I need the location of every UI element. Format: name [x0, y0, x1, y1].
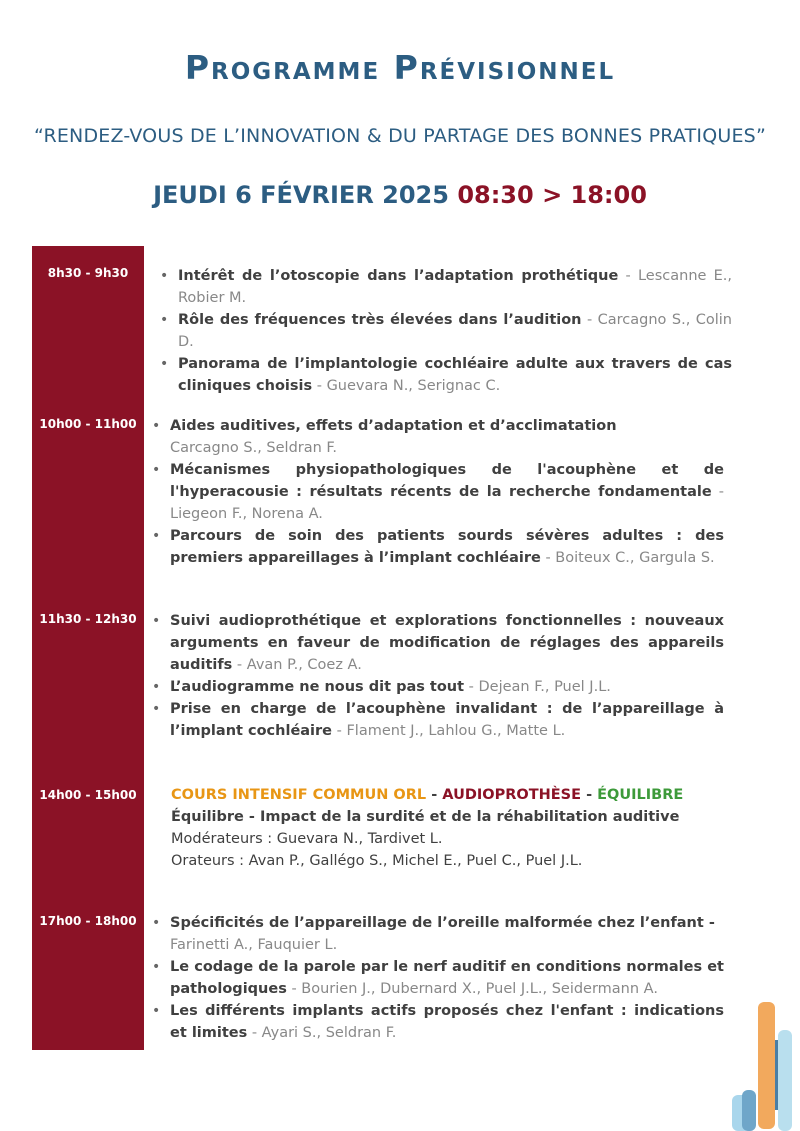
session-time: 17h00 - 18h00	[39, 914, 137, 928]
list-item: • Le codage de la parole par le nerf auditif en conditions normales et pathologiques - Bourien J., Dubernard X., Puel J.L., Seidermann A.	[152, 956, 724, 1000]
list-item: • Les différents implants actifs proposés chez l'enfant : indications et limites - Ayari S., Seldran F.	[152, 1000, 724, 1044]
list-item: • Suivi audioprothétique et explorations fonctionnelles : nouveaux arguments en faveur de modification de réglages des appareils auditifs - Avan P., Coez A.	[152, 610, 724, 676]
page-subtitle: “RENDEZ-VOUS DE L’INNOVATION & DU PARTAGE DES BONNES PRATIQUES”	[33, 125, 766, 147]
session-4-course	[171, 784, 731, 872]
event-date-line	[0, 181, 800, 209]
list-item: • L’audiogramme ne nous dit pas tout - Dejean F., Puel J.L.	[152, 676, 724, 698]
decorative-bar	[758, 1002, 775, 1129]
session-time: 8h30 - 9h30	[47, 266, 129, 280]
list-item: • Rôle des fréquences très élevées dans l’audition - Carcagno S., Colin D.	[160, 309, 732, 353]
session-2	[152, 415, 724, 569]
session-time: 11h30 - 12h30	[39, 612, 137, 626]
decorative-bar	[742, 1090, 756, 1131]
list-item: • Spécificités de l’appareillage de l’oreille malformée chez l’enfant - Farinetti A., Fauquier L.	[152, 912, 724, 956]
event-hours: 08:30 > 18:00	[457, 181, 647, 209]
course-title: Équilibre - Impact de la surdité et de la réhabilitation auditive	[171, 809, 680, 825]
course-heading: COURS INTENSIF COMMUN ORL - AUDIOPROTHÈSE - ÉQUILIBRE	[171, 787, 684, 803]
course-moderators: Modérateurs : Guevara N., Tardivet L.	[171, 831, 443, 847]
session-5	[152, 912, 724, 1044]
session-time: 10h00 - 11h00	[39, 417, 137, 431]
time-column	[32, 246, 144, 1050]
list-item: • Parcours de soin des patients sourds sévères adultes : des premiers appareillages à l’implant cochléaire - Boiteux C., Gargula S.	[152, 525, 724, 569]
course-speakers: Orateurs : Avan P., Gallégo S., Michel E., Puel C., Puel J.L.	[171, 853, 583, 869]
list-item: • Mécanismes physiopathologiques de l'acouphène et de l'hyperacousie : résultats récents de la recherche fondamentale - Liegeon F., Norena A.	[152, 459, 724, 525]
list-item: • Prise en charge de l’acouphène invalidant : de l’appareillage à l’implant cochléaire - Flament J., Lahlou G., Matte L.	[152, 698, 724, 742]
list-item: • Aides auditives, effets d’adaptation et d’acclimatation Carcagno S., Seldran F.	[152, 415, 724, 459]
list-item: • Panorama de l’implantologie cochléaire adulte aux travers de cas cliniques choisis - Guevara N., Serignac C.	[160, 353, 732, 397]
session-3	[152, 610, 724, 742]
page-title: Programme Prévisionnel	[184, 48, 616, 87]
decorative-bar	[778, 1030, 792, 1131]
event-date: JEUDI 6 FÉVRIER 2025	[153, 181, 449, 209]
list-item: • Intérêt de l’otoscopie dans l’adaptation prothétique - Lescanne E., Robier M.	[160, 265, 732, 309]
session-1	[160, 265, 732, 397]
session-time: 14h00 - 15h00	[39, 788, 137, 802]
